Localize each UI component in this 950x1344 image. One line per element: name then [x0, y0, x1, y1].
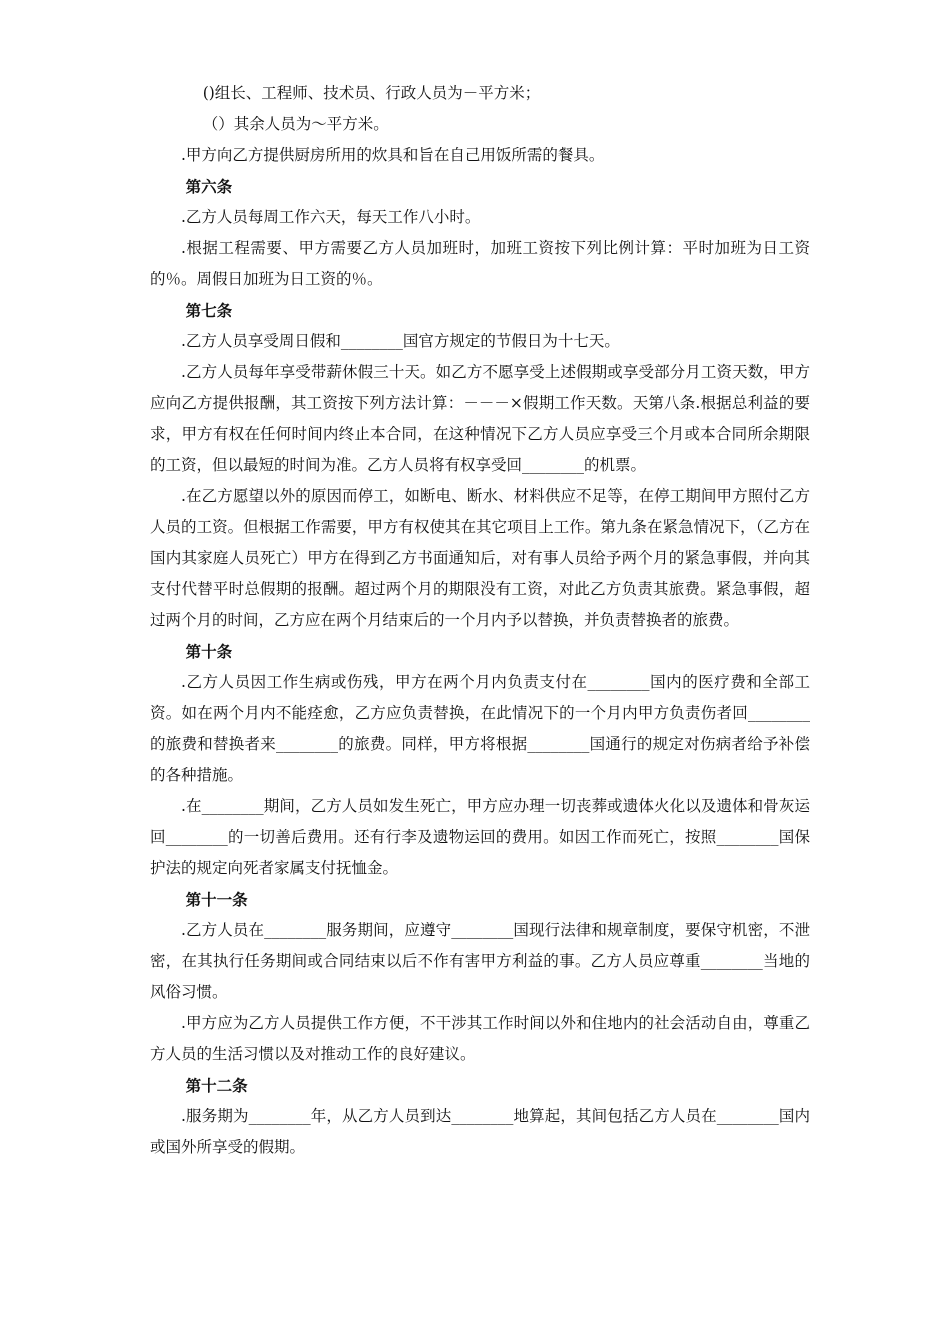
- clause-line-other-staff: （）其余人员为～平方米。: [202, 115, 389, 133]
- article-twelve-heading: 第十二条: [185, 1076, 248, 1095]
- clause-death: .在________期间，乙方人员如发生死亡，甲方应办理一切丧葬或遗体火化以及遗体和骨灰运回________的一切善后费用。还有行李及遗物运回的费用。如因工作而死亡，按照________国保护法的规定向死者家属支付抚恤金。: [150, 797, 810, 877]
- clause-work-stoppage: .在乙方愿望以外的原因而停工，如断电、断水、材料供应不足等，在停工期间甲方照付乙方人员的工资。但根据工作需要，甲方有权使其在其它项目上工作。第九条在紧急情况下，（乙方在国内其家庭人员死亡）甲方在得到乙方书面通知后，对有事人员给予两个月的紧急事假，并向其支付代替平时总假期的报酬。超过两个月的期限没有工资，对此乙方负责其旅费。紧急事假，超过两个月的时间，乙方应在两个月结束后的一个月内予以替换，并负责替换者的旅费。: [150, 487, 810, 629]
- clause-service-period: .服务期为________年，从乙方人员到达________地算起，其间包括乙方人员在________国内或国外所享受的假期。: [150, 1107, 810, 1156]
- article-six-heading: 第六条: [185, 177, 233, 196]
- clause-work-facilities: .甲方应为乙方人员提供工作方便，不干涉其工作时间以外和住地内的社会活动自由，尊重乙方人员的生活习惯以及对推动工作的良好建议。: [150, 1014, 810, 1063]
- clause-overtime-pay: .根据工程需要、甲方需要乙方人员加班时，加班工资按下列比例计算：平时加班为日工资的％。周假日加班为日工资的％。: [150, 239, 810, 288]
- clause-illness-injury: .乙方人员因工作生病或伤残，甲方在两个月内负责支付在________国内的医疗费和全部工资。如在两个月内不能痊愈，乙方应负责替换，在此情况下的一个月内甲方负责伤者回________的旅费和替换者来________的旅费。同样，甲方将根据________国通行的规定对伤病者给予补偿的各种措施。: [150, 673, 810, 784]
- clause-conduct: .乙方人员在________服务期间，应遵守________国现行法律和规章制度，要保守机密，不泄密，在其执行任务期间或合同结束以后不作有害甲方利益的事。乙方人员应尊重________当地的风俗习惯。: [150, 921, 810, 1001]
- clause-work-hours: .乙方人员每周工作六天，每天工作八小时。: [181, 208, 481, 226]
- clause-paid-leave: .乙方人员每年享受带薪休假三十天。如乙方不愿享受上述假期或享受部分月工资天数，甲方应向乙方提供报酬，其工资按下列方法计算：－－－×假期工作天数。天第八条.根据总利益的要求，甲方有权在任何时间内终止本合同，在这种情况下乙方人员应享受三个月或本合同所余期限的工资，但以最短的时间为准。乙方人员将有权享受回________的机票。: [150, 363, 810, 474]
- document-body: [150, 78, 810, 1163]
- article-eleven-heading: 第十一条: [185, 890, 248, 909]
- clause-kitchen-utensils: .甲方向乙方提供厨房所用的炊具和旨在自己用饭所需的餐具。: [181, 146, 605, 164]
- article-seven-heading: 第七条: [185, 301, 233, 320]
- clause-holidays: .乙方人员享受周日假和________国官方规定的节假日为十七天。: [181, 332, 620, 350]
- clause-line-group-leaders: ()组长、工程师、技术员、行政人员为－平方米；: [202, 84, 541, 102]
- article-ten-heading: 第十条: [185, 642, 233, 661]
